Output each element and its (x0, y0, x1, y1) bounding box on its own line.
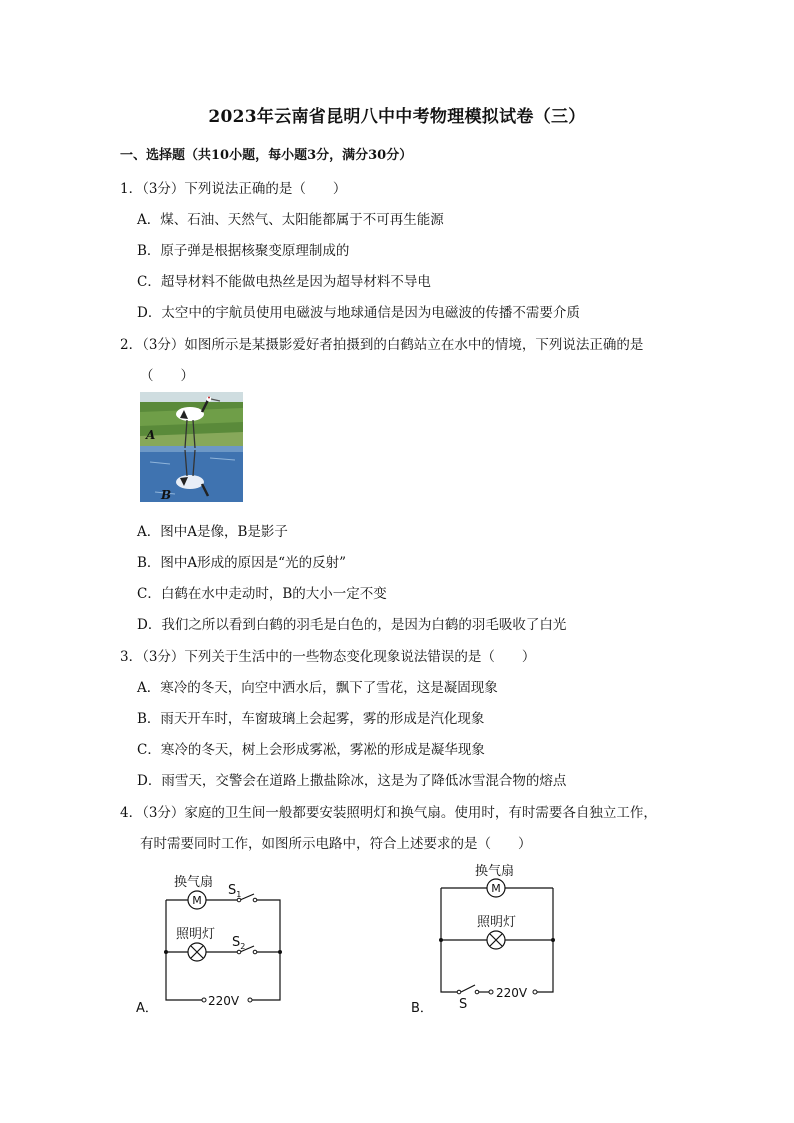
motor-symbol: M (192, 894, 202, 907)
lamp-label: 照明灯 (176, 927, 216, 942)
fan-label: 换气扇 (174, 875, 214, 890)
circuit-a-option-letter: A． (136, 1001, 158, 1016)
question-1-option-a: A．煤、石油、天然气、太阳能都属于不可再生能源 (137, 212, 444, 228)
question-3-stem: 3．（3分）下列关于生活中的一些物态变化现象说法错误的是（ ） (120, 649, 536, 665)
section-heading: 一、选择题（共10小题，每小题3分，满分30分） (120, 148, 413, 163)
switch-s2-label: $S_2$ (232, 935, 246, 951)
crane-photo (140, 392, 243, 502)
question-1-option-c: C．超导材料不能做电热丝是因为超导材料不导电 (137, 274, 431, 290)
lamp-label: 照明灯 (477, 915, 517, 930)
question-4-stem-cont: 有时需要同时工作，如图所示电路中，符合上述要求的是（ ） (140, 836, 532, 852)
question-2-option-b: B．图中A形成的原因是“光的反射” (137, 555, 346, 571)
circuit-b-diagram (405, 860, 575, 1020)
question-2-stem-cont: （ ） (140, 368, 194, 384)
question-2-option-d: D．我们之所以看到白鹤的羽毛是白色的，是因为白鹤的羽毛吸收了白光 (137, 617, 567, 633)
fan-label: 换气扇 (475, 864, 515, 879)
question-3-option-d: D．雨雪天，交警会在道路上撒盐除冰，这是为了降低冰雪混合物的熔点 (137, 773, 567, 789)
question-1-option-d: D．太空中的宇航员使用电磁波与地球通信是因为电磁波的传播不需要介质 (137, 305, 580, 321)
question-2-option-c: C．白鹤在水中走动时，B的大小一定不变 (137, 586, 387, 602)
circuit-a-diagram (130, 864, 300, 1024)
exam-title: 2023年云南省昆明八中中考物理模拟试卷（三） (208, 107, 586, 127)
question-1-stem: 1．（3分）下列说法正确的是（ ） (120, 181, 347, 197)
figure-label-b: B (161, 488, 172, 502)
voltage-label: 220V (208, 994, 240, 1008)
motor-symbol: M (491, 882, 501, 895)
figure-label-a: A (146, 428, 156, 442)
question-4-stem: 4．（3分）家庭的卫生间一般都要安装照明灯和换气扇。使用时，有时需要各自独立工作， (120, 805, 657, 821)
question-1-option-b: B．原子弹是根据核聚变原理制成的 (137, 243, 350, 259)
question-2-option-a: A．图中A是像，B是影子 (137, 524, 288, 540)
voltage-label: 220V (496, 986, 528, 1000)
circuit-b-option-letter: B． (411, 1001, 433, 1016)
question-2-stem: 2．（3分）如图所示是某摄影爱好者拍摄到的白鹤站立在水中的情境，下列说法正确的是 (120, 337, 644, 353)
question-3-option-a: A．寒冷的冬天，向空中洒水后，飘下了雪花，这是凝固现象 (137, 680, 498, 696)
switch-s-label: S (459, 997, 468, 1012)
crane-photo-image (140, 392, 243, 502)
switch-s1-label: $S_1$ (228, 883, 242, 899)
question-3-option-c: C．寒冷的冬天，树上会形成雾凇，雾凇的形成是凝华现象 (137, 742, 485, 758)
question-3-option-b: B．雨天开车时，车窗玻璃上会起雾，雾的形成是汽化现象 (137, 711, 485, 727)
